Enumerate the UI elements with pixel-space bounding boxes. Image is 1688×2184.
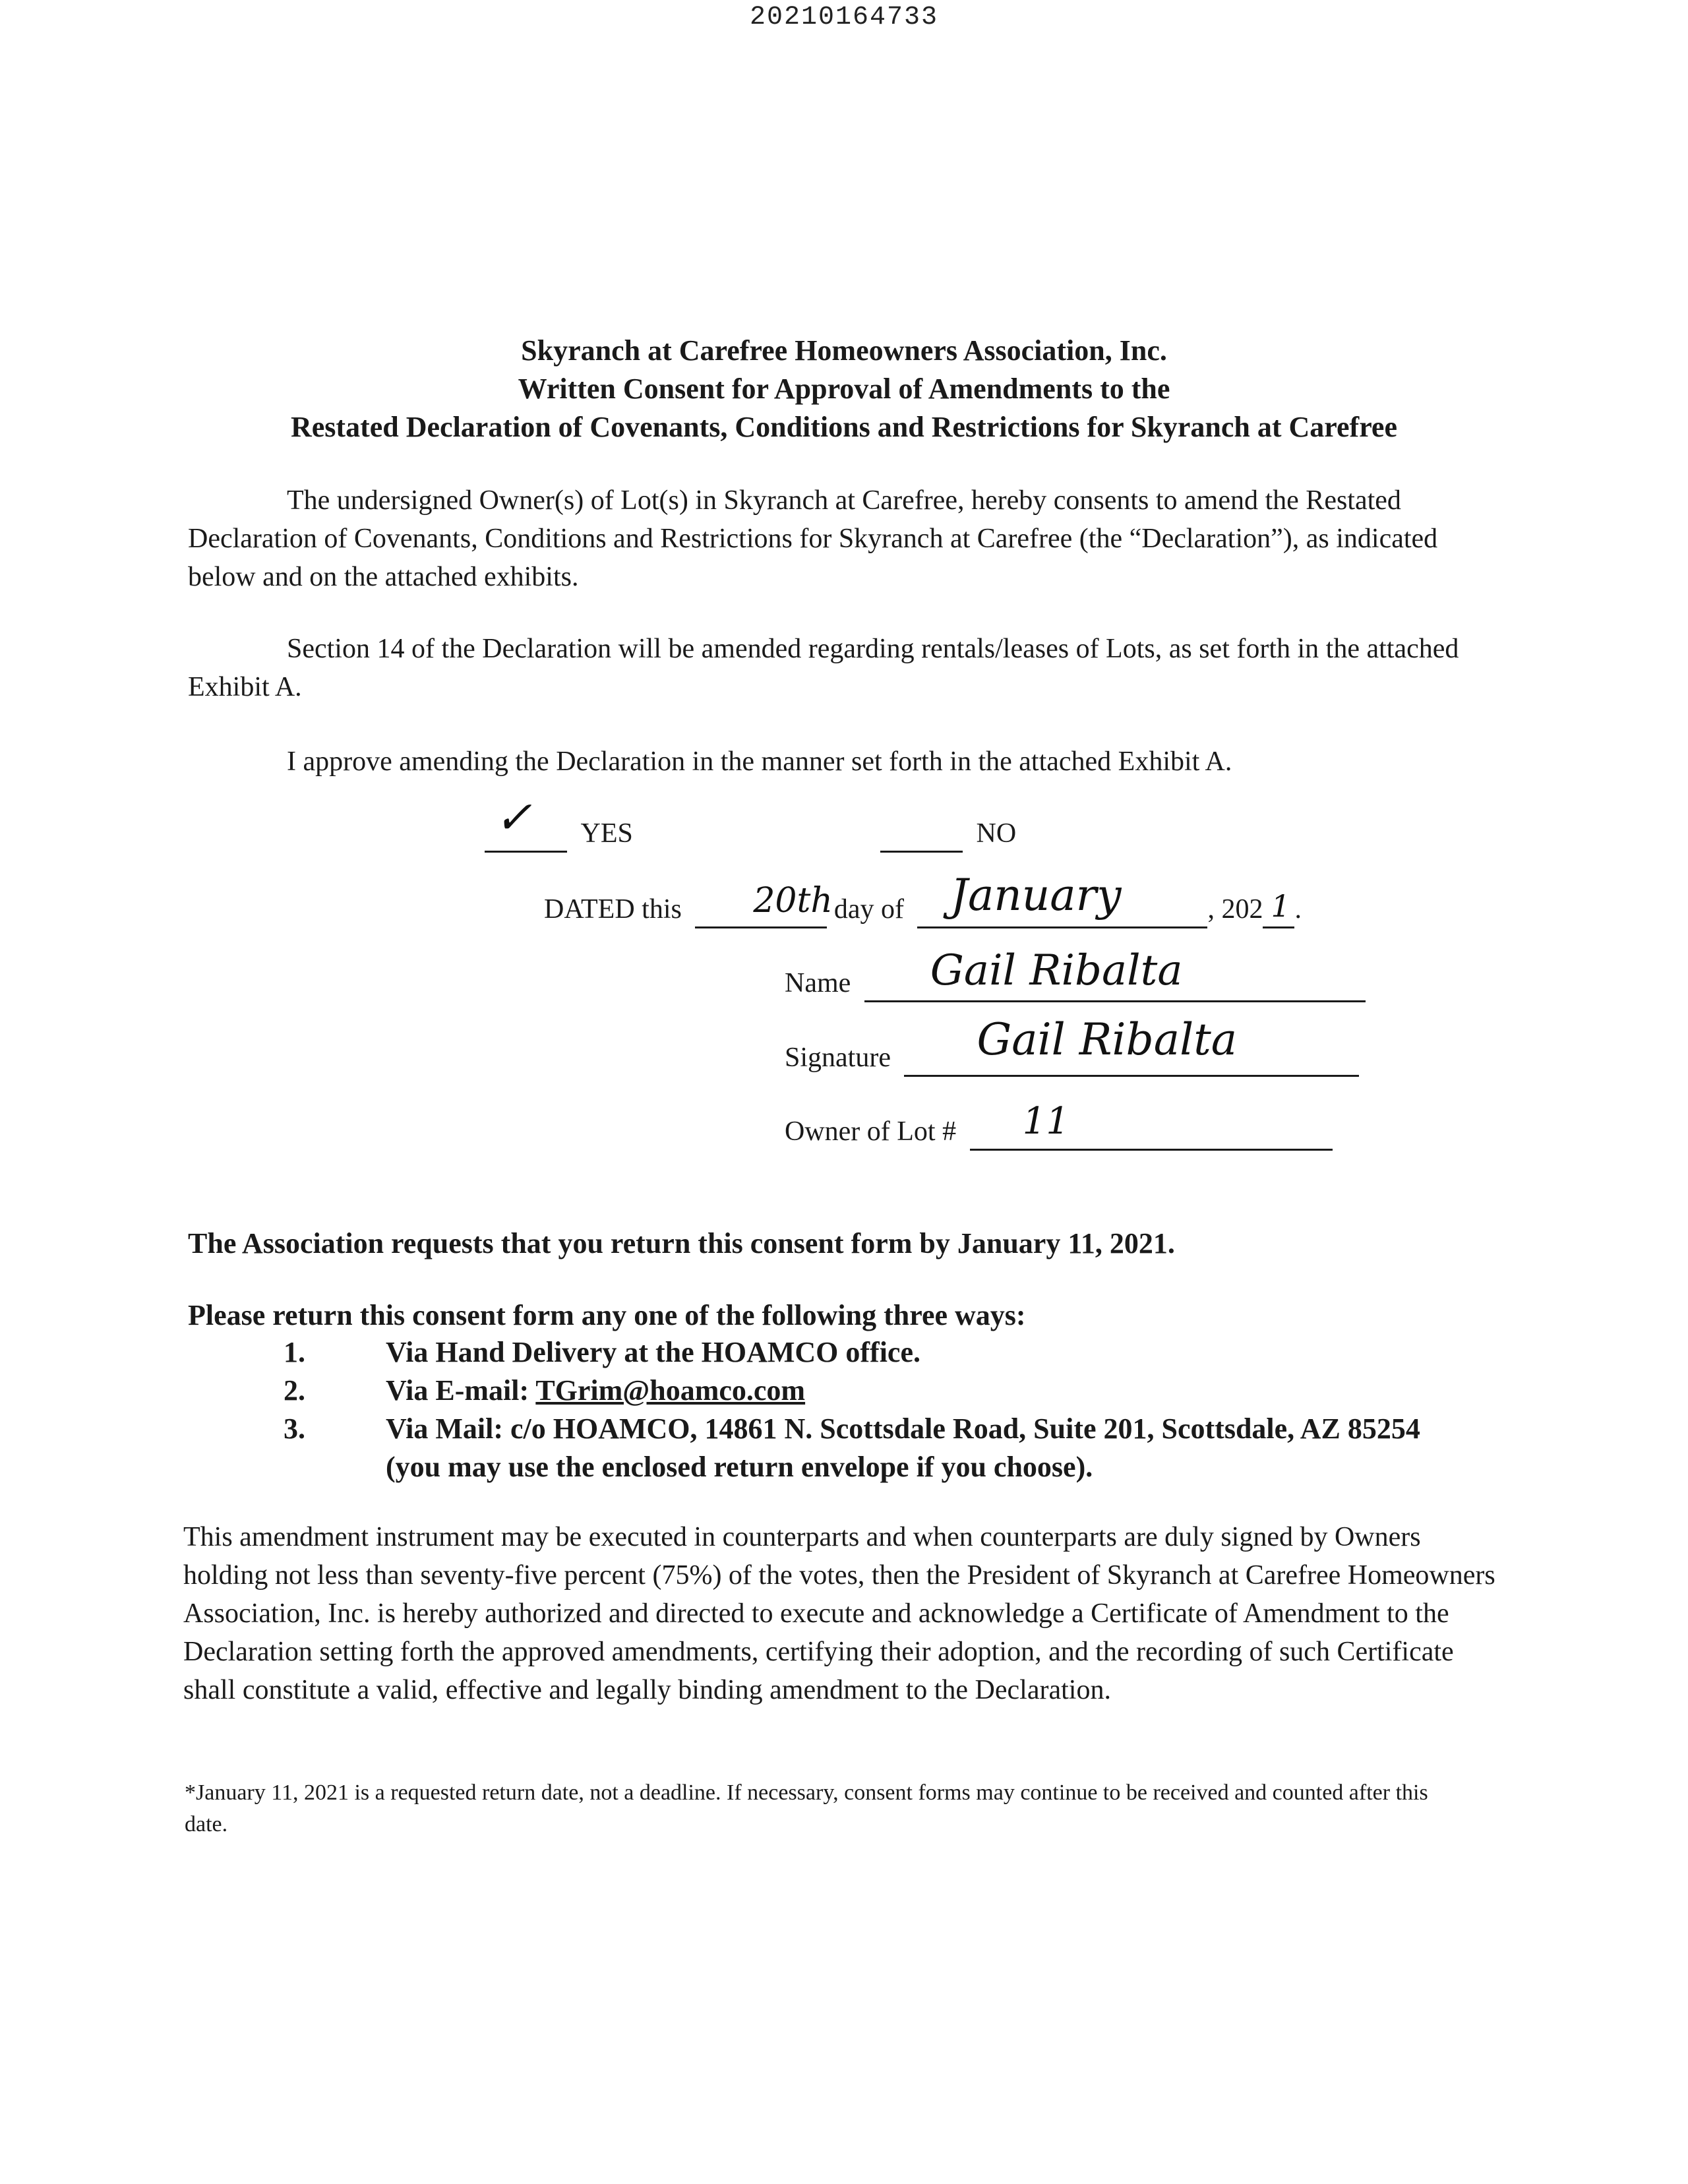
email-link[interactable]: TGrim@hoamco.com [535,1374,806,1407]
section-14-paragraph: Section 14 of the Declaration will be amended regarding rentals/leases of Lots, as set forth in the attached Exhibit A. [188,634,1459,702]
counterparts-paragraph: This amendment instrument may be executed in counterparts and when counterparts are duly signed by Owners holding not less than seventy-five percent (75%) of the votes, then the President of Skyranch at Carefree Homeowners Association, Inc. is hereby authorized and directed to execute and acknowledge a Certificate of Amendment to the Declaration setting forth the approved amendments, certifying their adoption, and the recording of such Certificate shall constitute a valid, effective and legally binding amendment to the Declaration. [183,1522,1495,1705]
title-line-1: Skyranch at Carefree Homeowners Association, Inc. [521,334,1167,367]
yes-option[interactable] [485,792,633,853]
dated-suffix: . [1294,894,1302,925]
dated-line [544,870,1302,928]
recording-number: 20210164733 [749,3,939,32]
day-field[interactable] [695,881,833,928]
year-value: 1 [1271,888,1290,924]
yes-check-mark: ✓ [495,792,532,844]
return-request: The Association requests that you return this consent form by January 11, 2021. [188,1227,1175,1259]
signature-field[interactable] [904,1014,1359,1077]
name-row [785,946,1366,1002]
year-prefix: , 202 [1207,894,1263,925]
day-value: 20th [753,881,833,921]
title-line-3: Restated Declaration of Covenants, Conditions and Restrictions for Skyranch at Carefree [291,411,1397,443]
return-methods-intro: Please return this consent form any one of the following three ways: [188,1299,1026,1331]
lot-value: 11 [1022,1100,1070,1143]
day-of-label: day of [833,894,904,925]
title-line-2: Written Consent for Approval of Amendments to the [518,373,1170,405]
signature-label: Signature [785,1043,891,1073]
list-number: 1. [284,1336,305,1368]
approval-statement: I approve amending the Declaration in the manner set forth in the attached Exhibit A. [287,746,1232,777]
no-option[interactable] [880,814,1016,853]
month-value: January [950,870,1122,921]
dated-prefix: DATED this [544,894,682,925]
name-field[interactable] [864,946,1366,1002]
yes-label: YES [580,818,633,849]
list-number: 3. [284,1412,305,1445]
list-text: Via Mail: c/o HOAMCO, 14861 N. Scottsdale Road, Suite 201, Scottsdale, AZ 85254 (you may use the enclosed return envelope if you choose). [386,1412,1420,1483]
year-field[interactable] [1263,888,1294,928]
no-label: NO [976,818,1017,849]
name-value: Gail Ribalta [930,946,1183,995]
no-line [880,819,963,853]
yes-line [485,792,567,853]
signature-value: Gail Ribalta [977,1014,1238,1065]
lot-label: Owner of Lot # [785,1116,957,1147]
lot-field[interactable] [970,1100,1333,1151]
footnote: *January 11, 2021 is a requested return date, not a deadline. If necessary, consent forms may continue to be received and counted after this date. [185,1780,1428,1836]
list-text: Via Hand Delivery at the HOAMCO office. [386,1336,920,1368]
list-number: 2. [284,1374,305,1407]
signature-row [785,1014,1359,1077]
list-text: Via E-mail: [386,1374,536,1407]
name-label: Name [785,968,851,998]
lot-row [785,1100,1333,1151]
month-field[interactable] [917,870,1207,928]
intro-paragraph: The undersigned Owner(s) of Lot(s) in Skyranch at Carefree, hereby consents to amend the Restated Declaration of Covenants, Conditions and Restrictions for Skyranch at Carefree (the “Declaration”), as indicated below and on the attached exhibits. [188,485,1438,592]
